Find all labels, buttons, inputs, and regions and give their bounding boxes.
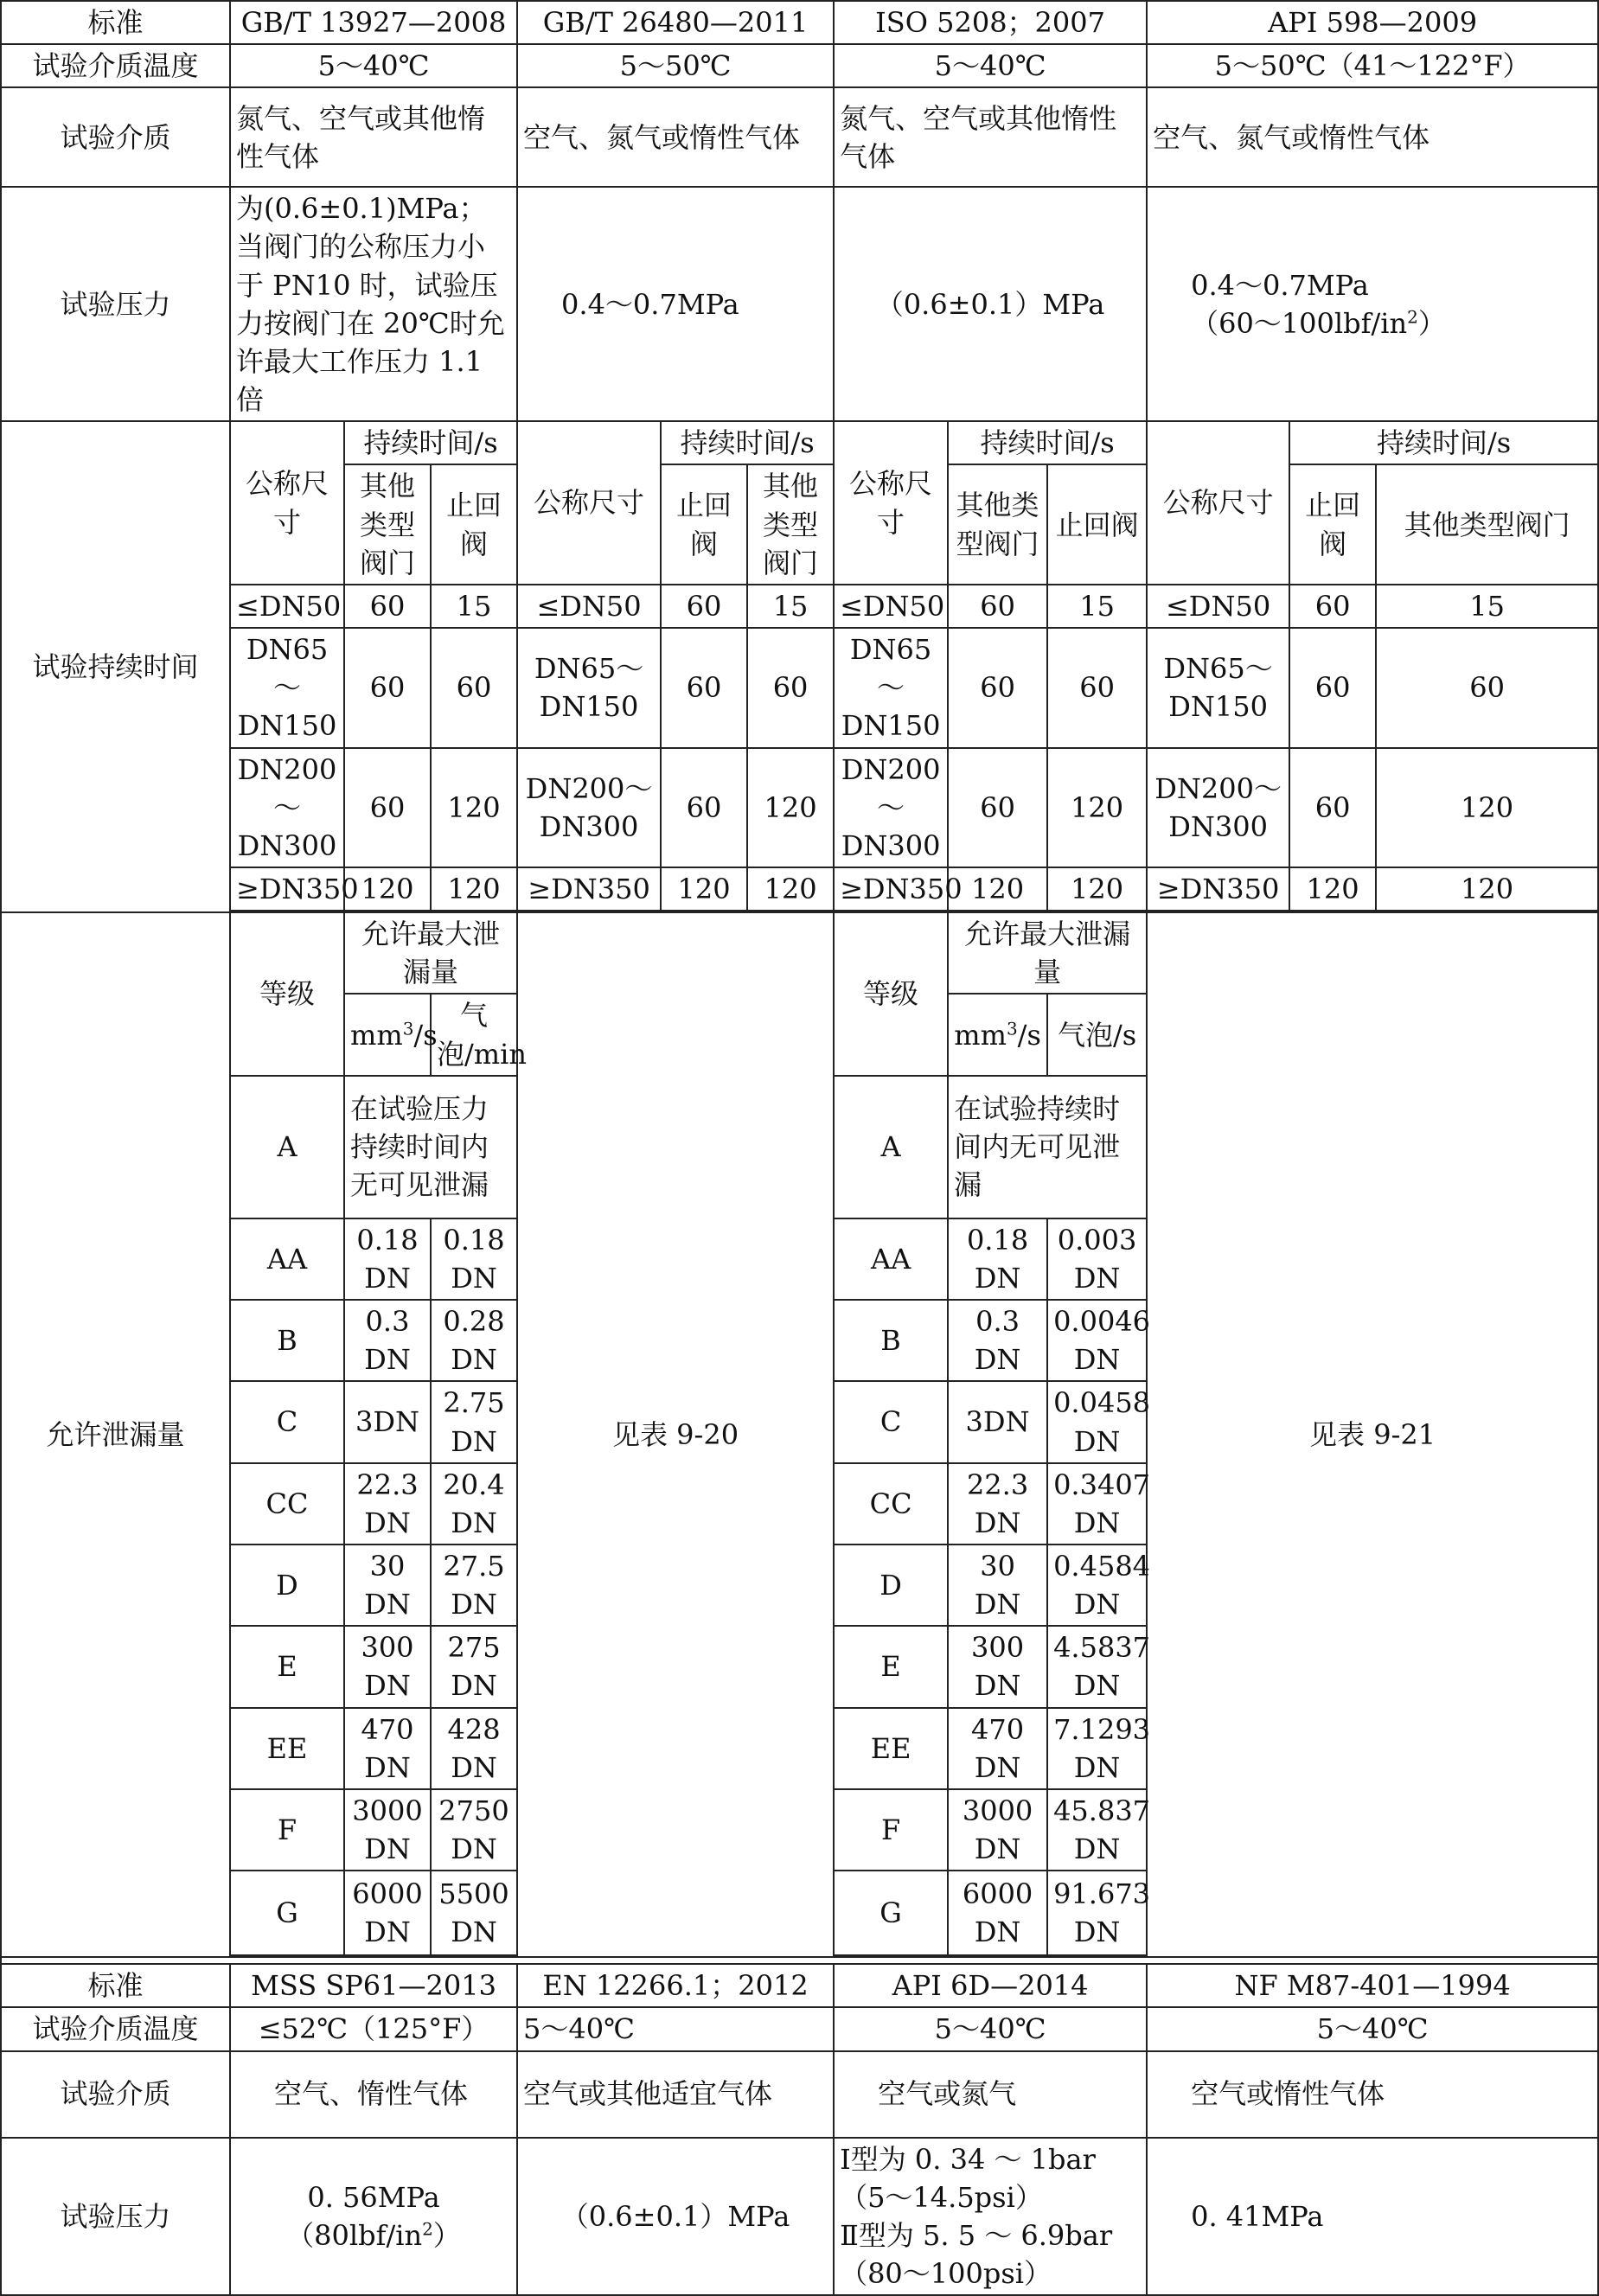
- leakage-bubble: 4.5837 DN: [1047, 1626, 1147, 1707]
- duration-row-4: [1, 867, 1598, 911]
- leakage-grade: AA: [834, 1218, 948, 1300]
- section-separator: [1, 1957, 1598, 1964]
- leakage-bubble: 0.0458 DN: [1047, 1381, 1147, 1462]
- leakage-bubble: 2.75 DN: [431, 1381, 517, 1462]
- pressure-gbt26480: 0.4～0.7MPa: [517, 187, 834, 421]
- leakage-grade: D: [834, 1545, 948, 1626]
- leakage-header-row: [1, 912, 1598, 994]
- leakage-grade: A: [230, 1076, 344, 1218]
- pressure-nf-m87: 0. 41MPa: [1147, 2138, 1598, 2296]
- leakage-mm3s: 3DN: [948, 1381, 1047, 1462]
- duration-size: DN65～DN150: [230, 628, 344, 747]
- duration-size: ≥DN350: [1147, 867, 1289, 911]
- duration-size: ≤DN50: [230, 585, 344, 628]
- duration-other-header-s3: 其他类型阀门: [948, 464, 1047, 584]
- duration-value: 60: [1376, 628, 1598, 747]
- temp-nf-m87: 5～40℃: [1147, 2007, 1598, 2050]
- leakage-grade: A: [834, 1076, 948, 1218]
- leakage-mm3s: 6000 DN: [948, 1871, 1047, 1955]
- leakage-grade: CC: [834, 1463, 948, 1545]
- standard-api6d: API 6D—2014: [834, 1964, 1147, 2007]
- duration-size: DN65～DN150: [834, 628, 948, 747]
- duration-value: 15: [1376, 585, 1598, 628]
- pressure-api598-lbf: $(60\sim 100lbf/in^2)$: [1191, 306, 1446, 340]
- leakage-bubble: 5500 DN: [431, 1871, 517, 1955]
- leakage-max-header-s1: 允许最大泄漏量: [344, 912, 517, 994]
- medium-gbt13927: 氮气、空气或其他惰性气体: [230, 87, 517, 187]
- duration-header-row: [1, 421, 1598, 464]
- duration-size: DN200～DN300: [517, 748, 661, 867]
- leakage-bubble: 0.18 DN: [431, 1218, 517, 1300]
- duration-size-header-s2: 公称尺寸: [517, 421, 661, 585]
- standard-gbt13927: GB/T 13927—2008: [230, 1, 517, 44]
- duration-size: ≥DN350: [517, 867, 661, 911]
- leakage-grade-a-text-s1: 在试验压力持续时间内无可见泄漏: [344, 1076, 517, 1218]
- leakage-bubble: 0.003 DN: [1047, 1218, 1147, 1300]
- duration-value: 15: [747, 585, 834, 628]
- medium-api598: 空气、氮气或惰性气体: [1147, 87, 1598, 187]
- leakage-bubble: 27.5 DN: [431, 1545, 517, 1626]
- pressure-api6d: Ⅰ型为 0. 34 ～ 1bar（5～14.5psi） Ⅱ型为 5. 5 ～ 6.9bar（80～100psi）: [834, 2138, 1147, 2296]
- duration-size: DN200～DN300: [834, 748, 948, 867]
- duration-size: DN65～DN150: [1147, 628, 1289, 747]
- duration-value: 60: [1289, 585, 1376, 628]
- duration-value: 60: [344, 628, 431, 747]
- duration-check-header-s1: 止回阀: [431, 464, 517, 584]
- leakage-bubble: 428 DN: [431, 1708, 517, 1789]
- leakage-bubble: 275 DN: [431, 1626, 517, 1707]
- standard-en12266: EN 12266.1；2012: [517, 1964, 834, 2007]
- leakage-grade: G: [230, 1871, 344, 1955]
- duration-size-header-s3: 公称尺寸: [834, 421, 948, 585]
- leakage-grade: B: [834, 1300, 948, 1381]
- duration-size: ≥DN350: [834, 867, 948, 911]
- leakage-bubble: 45.837 DN: [1047, 1789, 1147, 1871]
- row-label-standard-2: 标准: [1, 1964, 230, 2007]
- pressure-en12266: （0.6±0.1）MPa: [517, 2138, 834, 2296]
- leakage-mm3s: 3DN: [344, 1381, 431, 1462]
- duration-value: 120: [431, 867, 517, 911]
- row-label-standard: 标准: [1, 1, 230, 44]
- leakage-mm3s: 3000 DN: [948, 1789, 1047, 1871]
- leakage-max-header-s3: 允许最大泄漏量: [948, 912, 1147, 994]
- leakage-grade: G: [834, 1871, 948, 1955]
- duration-other-header-s4: 其他类型阀门: [1376, 464, 1598, 584]
- leakage-grade: F: [834, 1789, 948, 1871]
- pressure-row-2: [1, 2138, 1598, 2296]
- row-label-duration: 试验持续时间: [1, 421, 230, 912]
- standard-header-row-2: [1, 1964, 1598, 2007]
- leakage-grade: E: [230, 1626, 344, 1707]
- standard-gbt26480: GB/T 26480—2011: [517, 1, 834, 44]
- medium-row-2: [1, 2051, 1598, 2138]
- medium-mss-sp61: 空气、惰性气体: [230, 2051, 517, 2138]
- leakage-mm3s: 0.18 DN: [948, 1218, 1047, 1300]
- leakage-grade: EE: [834, 1708, 948, 1789]
- row-label-leakage: 允许泄漏量: [1, 912, 230, 1957]
- medium-iso5208: 氮气、空气或其他惰性气体: [834, 87, 1147, 187]
- leakage-mm3s: 0.18 DN: [344, 1218, 431, 1300]
- leakage-mm3s: 22.3 DN: [948, 1463, 1047, 1545]
- temp-api598: 5～50℃（41～122°F）: [1147, 44, 1598, 87]
- leakage-unit-bubble-s1: 气泡/min: [431, 994, 517, 1075]
- duration-size: ≤DN50: [1147, 585, 1289, 628]
- duration-value: 60: [948, 585, 1047, 628]
- duration-value: 15: [1047, 585, 1147, 628]
- duration-time-header-s4: 持续时间/s: [1289, 421, 1598, 464]
- row-label-medium: 试验介质: [1, 87, 230, 187]
- duration-row-3: [1, 748, 1598, 867]
- leakage-mm3s: 30 DN: [344, 1545, 431, 1626]
- leakage-grade: C: [834, 1381, 948, 1462]
- duration-value: 60: [948, 748, 1047, 867]
- duration-value: 15: [431, 585, 517, 628]
- temp-mss-sp61: ≤52℃（125°F）: [230, 2007, 517, 2050]
- medium-row: [1, 87, 1598, 187]
- temp-gbt26480: 5～50℃: [517, 44, 834, 87]
- leakage-mm3s: 470 DN: [344, 1708, 431, 1789]
- leakage-mm3s: 3000 DN: [344, 1789, 431, 1871]
- temp-api6d: 5～40℃: [834, 2007, 1147, 2050]
- duration-size-header-s1: 公称尺寸: [230, 421, 344, 585]
- temperature-row-2: [1, 2007, 1598, 2050]
- duration-value: 60: [661, 628, 747, 747]
- leakage-grade: F: [230, 1789, 344, 1871]
- standard-iso5208: ISO 5208；2007: [834, 1, 1147, 44]
- duration-check-header-s2: 止回阀: [661, 464, 747, 584]
- standard-header-row: [1, 1, 1598, 44]
- medium-nf-m87: 空气或惰性气体: [1147, 2051, 1598, 2138]
- medium-api6d: 空气或氮气: [834, 2051, 1147, 2138]
- duration-value: 60: [661, 748, 747, 867]
- row-label-temperature-2: 试验介质温度: [1, 2007, 230, 2050]
- duration-check-header-s3: 止回阀: [1047, 464, 1147, 584]
- duration-row-1: [1, 585, 1598, 628]
- leakage-bubble: 20.4 DN: [431, 1463, 517, 1545]
- leakage-bubble: 0.0046 DN: [1047, 1300, 1147, 1381]
- medium-en12266: 空气或其他适宜气体: [517, 2051, 834, 2138]
- row-label-pressure-2: 试验压力: [1, 2138, 230, 2296]
- leakage-grade: EE: [230, 1708, 344, 1789]
- duration-time-header-s3: 持续时间/s: [948, 421, 1147, 464]
- leakage-grade-header-s1: 等级: [230, 912, 344, 1076]
- duration-size: DN200～DN300: [1147, 748, 1289, 867]
- duration-value: 120: [431, 748, 517, 867]
- leakage-grade: AA: [230, 1218, 344, 1300]
- duration-other-header-s1: 其他类型阀门: [344, 464, 431, 584]
- duration-time-header-s1: 持续时间/s: [344, 421, 517, 464]
- temperature-row: [1, 44, 1598, 87]
- leakage-bubble: 0.3407 DN: [1047, 1463, 1147, 1545]
- duration-value: 60: [1289, 628, 1376, 747]
- duration-value: 120: [948, 867, 1047, 911]
- temp-iso5208: 5～40℃: [834, 44, 1147, 87]
- duration-value: 60: [1047, 628, 1147, 747]
- pressure-mss-sp61: 0. $56MPa(80lbf/in^2)$: [230, 2138, 517, 2296]
- leakage-bubble: 7.1293 DN: [1047, 1708, 1147, 1789]
- leakage-unit-mm3s-s1: $mm^3/s$: [344, 994, 431, 1075]
- duration-time-header-s2: 持续时间/s: [661, 421, 834, 464]
- duration-value: 120: [1047, 748, 1147, 867]
- duration-value: 120: [747, 748, 834, 867]
- leakage-see-table-9-21: 见表 9-21: [1147, 912, 1598, 1957]
- duration-value: 120: [1376, 867, 1598, 911]
- duration-size-header-s4: 公称尺寸: [1147, 421, 1289, 585]
- leakage-unit-mm3s-s3: $mm^3/s$: [948, 994, 1047, 1075]
- duration-size: ≤DN50: [517, 585, 661, 628]
- leakage-bubble: 0.28 DN: [431, 1300, 517, 1381]
- leakage-grade: C: [230, 1381, 344, 1462]
- duration-value: 60: [948, 628, 1047, 747]
- leakage-mm3s: 0.3 DN: [344, 1300, 431, 1381]
- leakage-bubble: 2750 DN: [431, 1789, 517, 1871]
- standard-nf-m87: NF M87-401—1994: [1147, 1964, 1598, 2007]
- leakage-mm3s: 300 DN: [344, 1626, 431, 1707]
- pressure-gbt13927: 为(0.6±0.1)MPa； 当阀门的公称压力小于 PN10 时，试验压力按阀门在 20℃时允许最大工作压力 1.1 倍: [230, 187, 517, 421]
- duration-value: 120: [1376, 748, 1598, 867]
- pressure-api598-mpa: 0.4～0.7MPa: [1191, 268, 1369, 302]
- leakage-mm3s: 6000 DN: [344, 1871, 431, 1955]
- standard-mss-sp61: MSS SP61—2013: [230, 1964, 517, 2007]
- duration-value: 120: [1047, 867, 1147, 911]
- leakage-mm3s: 0.3 DN: [948, 1300, 1047, 1381]
- pressure-api598: [1147, 187, 1598, 421]
- duration-size: DN200～DN300: [230, 748, 344, 867]
- medium-gbt26480: 空气、氮气或惰性气体: [517, 87, 834, 187]
- row-label-medium-2: 试验介质: [1, 2051, 230, 2138]
- duration-check-header-s4: 止回阀: [1289, 464, 1376, 584]
- leakage-bubble: 91.673 DN: [1047, 1871, 1147, 1955]
- leakage-unit-bubble-s3: 气泡/s: [1047, 994, 1147, 1075]
- leakage-grade: CC: [230, 1463, 344, 1545]
- duration-size: DN65～DN150: [517, 628, 661, 747]
- pressure-iso5208: （0.6±0.1）MPa: [834, 187, 1147, 421]
- leakage-mm3s: 470 DN: [948, 1708, 1047, 1789]
- duration-other-header-s2: 其他类型阀门: [747, 464, 834, 584]
- leakage-see-table-9-20: 见表 9-20: [517, 912, 834, 1957]
- leakage-mm3s: 22.3 DN: [344, 1463, 431, 1545]
- duration-value: 120: [1289, 867, 1376, 911]
- leakage-grade: D: [230, 1545, 344, 1626]
- pressure-row: [1, 187, 1598, 421]
- row-label-pressure: 试验压力: [1, 187, 230, 421]
- leakage-grade: E: [834, 1626, 948, 1707]
- duration-value: 120: [344, 867, 431, 911]
- duration-value: 120: [661, 867, 747, 911]
- duration-value: 60: [747, 628, 834, 747]
- row-label-temperature: 试验介质温度: [1, 44, 230, 87]
- standard-api598: API 598—2009: [1147, 1, 1598, 44]
- duration-size: ≥DN350: [230, 867, 344, 911]
- duration-value: 120: [747, 867, 834, 911]
- temp-en12266: 5～40℃: [517, 2007, 834, 2050]
- duration-value: 60: [431, 628, 517, 747]
- duration-value: 60: [344, 585, 431, 628]
- leakage-grade-header-s3: 等级: [834, 912, 948, 1076]
- duration-row-2: [1, 628, 1598, 747]
- duration-size: ≤DN50: [834, 585, 948, 628]
- duration-value: 60: [661, 585, 747, 628]
- leakage-mm3s: 300 DN: [948, 1626, 1047, 1707]
- leakage-mm3s: 30 DN: [948, 1545, 1047, 1626]
- leakage-bubble: 0.4584 DN: [1047, 1545, 1147, 1626]
- duration-value: 60: [1289, 748, 1376, 867]
- duration-value: 60: [344, 748, 431, 867]
- leakage-grade: B: [230, 1300, 344, 1381]
- leakage-grade-a-text-s3: 在试验持续时间内无可见泄漏: [948, 1076, 1147, 1218]
- temp-gbt13927: 5～40℃: [230, 44, 517, 87]
